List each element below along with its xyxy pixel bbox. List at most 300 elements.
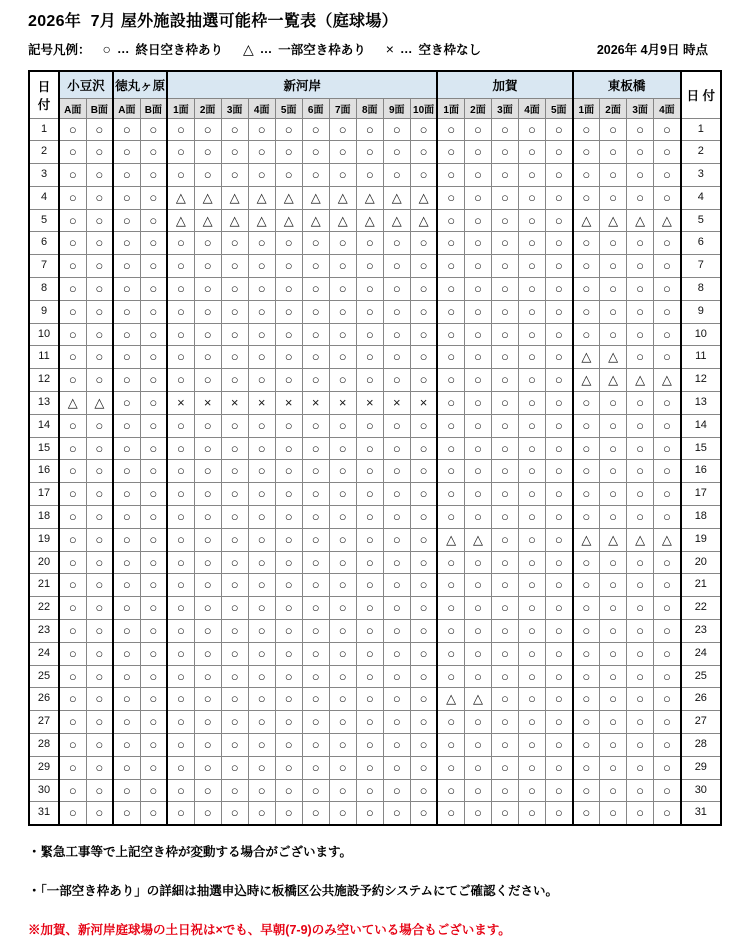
availability-cell: ○	[410, 437, 437, 460]
availability-cell: ○	[248, 300, 275, 323]
availability-cell: ○	[356, 551, 383, 574]
availability-cell: ○	[437, 642, 464, 665]
availability-cell: ○	[654, 186, 681, 209]
availability-cell: ○	[86, 711, 113, 734]
availability-cell: ×	[383, 392, 410, 415]
availability-cell: ○	[356, 346, 383, 369]
availability-cell: ○	[573, 278, 600, 301]
availability-cell: ○	[600, 392, 627, 415]
availability-cell: ○	[356, 483, 383, 506]
availability-cell: ○	[113, 369, 140, 392]
table-row	[29, 574, 721, 597]
availability-cell: ○	[356, 460, 383, 483]
availability-cell: ○	[491, 551, 518, 574]
availability-cell: ○	[221, 278, 248, 301]
availability-cell: ○	[545, 232, 572, 255]
date-cell: 6	[681, 232, 721, 255]
availability-cell: ○	[410, 346, 437, 369]
availability-cell: ○	[221, 642, 248, 665]
availability-cell: ○	[627, 620, 654, 643]
court-header: 3面	[221, 98, 248, 118]
availability-cell: ○	[356, 141, 383, 164]
availability-cell: ○	[113, 779, 140, 802]
availability-cell: ○	[627, 300, 654, 323]
availability-cell: △	[302, 209, 329, 232]
availability-cell: ○	[194, 414, 221, 437]
availability-cell: ○	[140, 756, 167, 779]
availability-cell: ○	[573, 118, 600, 141]
availability-cell: ○	[113, 164, 140, 187]
availability-cell: ○	[167, 278, 194, 301]
availability-cell: ○	[221, 597, 248, 620]
availability-cell: ○	[545, 597, 572, 620]
availability-cell: ○	[545, 164, 572, 187]
availability-cell: ○	[518, 711, 545, 734]
availability-cell: ○	[600, 551, 627, 574]
availability-cell: ○	[329, 414, 356, 437]
availability-cell: ○	[221, 323, 248, 346]
availability-cell: ○	[491, 164, 518, 187]
availability-cell: ○	[383, 802, 410, 825]
availability-cell: ○	[140, 551, 167, 574]
availability-cell: ○	[654, 437, 681, 460]
availability-cell: ○	[302, 369, 329, 392]
availability-cell: ○	[59, 118, 86, 141]
availability-cell: ○	[221, 369, 248, 392]
availability-cell: △	[627, 209, 654, 232]
table-row	[29, 232, 721, 255]
availability-cell: ○	[113, 232, 140, 255]
availability-cell: ○	[545, 574, 572, 597]
date-cell: 3	[29, 164, 59, 187]
availability-cell: ○	[410, 574, 437, 597]
availability-cell: ○	[194, 620, 221, 643]
date-cell: 1	[29, 118, 59, 141]
table-row	[29, 756, 721, 779]
availability-cell: ○	[113, 323, 140, 346]
availability-cell: ○	[410, 278, 437, 301]
availability-cell: ○	[464, 118, 491, 141]
court-header: 4面	[518, 98, 545, 118]
availability-cell: ○	[194, 437, 221, 460]
availability-cell: ○	[464, 483, 491, 506]
availability-cell: ○	[654, 665, 681, 688]
availability-cell: ○	[518, 734, 545, 757]
availability-cell: ○	[518, 346, 545, 369]
availability-cell: ○	[383, 756, 410, 779]
table-row	[29, 688, 721, 711]
date-cell: 4	[681, 186, 721, 209]
availability-cell: ○	[518, 141, 545, 164]
availability-cell: ○	[464, 255, 491, 278]
availability-cell: ○	[410, 460, 437, 483]
availability-cell: ○	[600, 597, 627, 620]
availability-cell: ○	[167, 369, 194, 392]
availability-cell: ○	[140, 141, 167, 164]
availability-cell: ○	[518, 300, 545, 323]
availability-cell: ○	[221, 734, 248, 757]
availability-cell: ○	[113, 665, 140, 688]
availability-cell: ○	[302, 118, 329, 141]
availability-cell: ○	[194, 278, 221, 301]
date-cell: 17	[681, 483, 721, 506]
availability-cell: ○	[437, 551, 464, 574]
availability-cell: ○	[302, 300, 329, 323]
date-cell: 14	[29, 414, 59, 437]
availability-cell: ○	[383, 574, 410, 597]
court-header: 9面	[383, 98, 410, 118]
court-header: A面	[113, 98, 140, 118]
availability-cell: ○	[59, 186, 86, 209]
availability-cell: ○	[600, 278, 627, 301]
availability-cell: ○	[59, 255, 86, 278]
availability-cell: ○	[464, 232, 491, 255]
availability-cell: ○	[437, 711, 464, 734]
availability-cell: △	[86, 392, 113, 415]
availability-cell: ○	[518, 392, 545, 415]
availability-cell: ○	[248, 756, 275, 779]
availability-cell: ○	[248, 711, 275, 734]
availability-cell: ○	[545, 551, 572, 574]
availability-cell: ○	[302, 164, 329, 187]
availability-cell: ○	[464, 642, 491, 665]
availability-cell: ○	[627, 278, 654, 301]
availability-cell: ○	[654, 232, 681, 255]
availability-cell: ○	[654, 620, 681, 643]
availability-cell: ○	[329, 802, 356, 825]
availability-cell: ○	[275, 688, 302, 711]
availability-cell: ○	[86, 300, 113, 323]
availability-cell: ○	[140, 300, 167, 323]
availability-cell: ○	[329, 551, 356, 574]
availability-cell: ○	[437, 802, 464, 825]
availability-cell: △	[167, 209, 194, 232]
date-cell: 11	[681, 346, 721, 369]
availability-cell: ○	[113, 802, 140, 825]
date-cell: 13	[681, 392, 721, 415]
availability-cell: ○	[545, 300, 572, 323]
table-row	[29, 711, 721, 734]
availability-cell: △	[221, 209, 248, 232]
availability-cell: ○	[194, 711, 221, 734]
availability-cell: ○	[464, 141, 491, 164]
availability-cell: ○	[59, 346, 86, 369]
availability-cell: ○	[113, 437, 140, 460]
availability-cell: ○	[627, 665, 654, 688]
availability-cell: ○	[491, 665, 518, 688]
availability-cell: ○	[248, 414, 275, 437]
availability-cell: ○	[302, 597, 329, 620]
availability-cell: ○	[356, 369, 383, 392]
availability-cell: ○	[383, 506, 410, 529]
date-cell: 20	[681, 551, 721, 574]
availability-cell: ○	[302, 323, 329, 346]
date-cell: 25	[681, 665, 721, 688]
availability-cell: ○	[491, 346, 518, 369]
availability-cell: ○	[113, 278, 140, 301]
availability-cell: ○	[545, 460, 572, 483]
availability-cell: ○	[654, 141, 681, 164]
availability-cell: ○	[167, 164, 194, 187]
availability-cell: ○	[59, 620, 86, 643]
availability-cell: ○	[600, 642, 627, 665]
availability-cell: ○	[140, 528, 167, 551]
availability-cell: ○	[140, 414, 167, 437]
availability-cell: ○	[167, 483, 194, 506]
availability-cell: ○	[573, 323, 600, 346]
availability-cell: ○	[545, 437, 572, 460]
availability-cell: ○	[573, 255, 600, 278]
date-cell: 14	[681, 414, 721, 437]
availability-cell: ×	[410, 392, 437, 415]
availability-cell: ○	[59, 756, 86, 779]
date-cell: 8	[681, 278, 721, 301]
availability-cell: ○	[86, 164, 113, 187]
availability-cell: ○	[464, 346, 491, 369]
availability-cell: ○	[329, 483, 356, 506]
table-row	[29, 414, 721, 437]
availability-cell: ○	[410, 756, 437, 779]
availability-cell: ○	[167, 620, 194, 643]
availability-cell: ○	[275, 483, 302, 506]
availability-cell: ○	[275, 779, 302, 802]
availability-cell: ○	[275, 528, 302, 551]
availability-cell: ○	[545, 278, 572, 301]
availability-cell: ○	[383, 734, 410, 757]
availability-cell: ○	[356, 528, 383, 551]
table-row	[29, 255, 721, 278]
availability-cell: ○	[383, 711, 410, 734]
availability-cell: ○	[491, 688, 518, 711]
date-cell: 24	[681, 642, 721, 665]
availability-cell: ○	[194, 574, 221, 597]
availability-cell: ○	[140, 278, 167, 301]
availability-cell: ○	[545, 506, 572, 529]
availability-cell: △	[627, 369, 654, 392]
availability-cell: ○	[464, 164, 491, 187]
court-header: 8面	[356, 98, 383, 118]
availability-cell: ○	[383, 597, 410, 620]
availability-cell: ○	[356, 574, 383, 597]
availability-cell: ○	[275, 232, 302, 255]
availability-cell: ○	[86, 528, 113, 551]
availability-cell: ○	[59, 300, 86, 323]
availability-cell: ○	[573, 164, 600, 187]
availability-cell: ○	[86, 756, 113, 779]
availability-cell: ○	[221, 232, 248, 255]
availability-cell: ○	[491, 642, 518, 665]
availability-cell: ○	[383, 300, 410, 323]
date-cell: 30	[29, 779, 59, 802]
availability-cell: ○	[86, 551, 113, 574]
availability-cell: ○	[302, 528, 329, 551]
availability-cell: ○	[329, 118, 356, 141]
availability-cell: ○	[221, 118, 248, 141]
availability-cell: ○	[86, 574, 113, 597]
availability-cell: ○	[518, 369, 545, 392]
availability-cell: ○	[437, 437, 464, 460]
court-header: 1面	[167, 98, 194, 118]
availability-cell: ○	[86, 642, 113, 665]
availability-cell: ○	[59, 460, 86, 483]
availability-cell: ○	[275, 278, 302, 301]
notes	[28, 842, 722, 938]
availability-cell: ○	[627, 642, 654, 665]
table-row	[29, 209, 721, 232]
availability-cell: ○	[627, 483, 654, 506]
availability-cell: ○	[329, 506, 356, 529]
availability-cell: ○	[275, 300, 302, 323]
availability-cell: ○	[627, 141, 654, 164]
availability-cell: ○	[194, 232, 221, 255]
availability-cell: ○	[383, 278, 410, 301]
availability-cell: ○	[113, 414, 140, 437]
availability-cell: ○	[167, 460, 194, 483]
availability-cell: ○	[194, 506, 221, 529]
availability-cell: ○	[194, 346, 221, 369]
availability-cell: ○	[383, 141, 410, 164]
availability-cell: ○	[248, 779, 275, 802]
availability-cell: ○	[275, 164, 302, 187]
court-header: 10面	[410, 98, 437, 118]
availability-cell: ○	[437, 255, 464, 278]
availability-cell: ○	[600, 323, 627, 346]
availability-cell: ○	[140, 346, 167, 369]
availability-cell: ○	[329, 460, 356, 483]
availability-cell: ○	[437, 734, 464, 757]
availability-cell: ○	[654, 574, 681, 597]
date-cell: 28	[681, 734, 721, 757]
availability-cell: ○	[140, 711, 167, 734]
availability-cell: ○	[248, 232, 275, 255]
table-row	[29, 779, 721, 802]
availability-cell: △	[573, 369, 600, 392]
availability-cell: ○	[491, 369, 518, 392]
availability-cell: ○	[627, 506, 654, 529]
availability-cell: ○	[600, 186, 627, 209]
availability-cell: ○	[221, 460, 248, 483]
court-header: 1面	[573, 98, 600, 118]
availability-cell: △	[437, 688, 464, 711]
date-cell: 7	[29, 255, 59, 278]
availability-cell: ○	[573, 802, 600, 825]
availability-cell: △	[654, 209, 681, 232]
availability-cell: ○	[410, 688, 437, 711]
availability-cell: ○	[464, 414, 491, 437]
availability-cell: ○	[410, 620, 437, 643]
table-row	[29, 506, 721, 529]
availability-cell: ○	[545, 369, 572, 392]
date-header-right: 日 付	[681, 71, 721, 118]
availability-cell: ○	[518, 209, 545, 232]
availability-cell: ○	[248, 665, 275, 688]
availability-cell: ○	[140, 665, 167, 688]
availability-cell: ○	[627, 346, 654, 369]
availability-cell: ○	[464, 551, 491, 574]
availability-cell: ○	[383, 642, 410, 665]
availability-cell: ○	[329, 642, 356, 665]
table-row	[29, 346, 721, 369]
availability-cell: ○	[221, 665, 248, 688]
availability-cell: ○	[275, 756, 302, 779]
availability-cell: ○	[654, 779, 681, 802]
availability-cell: ○	[410, 369, 437, 392]
availability-cell: ○	[248, 574, 275, 597]
availability-cell: ○	[194, 756, 221, 779]
availability-cell: ○	[437, 460, 464, 483]
availability-cell: ○	[654, 278, 681, 301]
availability-cell: ○	[221, 688, 248, 711]
availability-cell: △	[275, 186, 302, 209]
date-cell: 12	[681, 369, 721, 392]
availability-cell: ○	[167, 528, 194, 551]
availability-cell: ○	[167, 232, 194, 255]
availability-cell: ○	[86, 232, 113, 255]
court-header: 2面	[194, 98, 221, 118]
availability-cell: ○	[329, 620, 356, 643]
availability-cell: ○	[302, 802, 329, 825]
legend	[28, 40, 722, 58]
date-cell: 5	[681, 209, 721, 232]
availability-cell: ○	[410, 255, 437, 278]
availability-cell: ○	[221, 779, 248, 802]
availability-cell: ○	[573, 597, 600, 620]
table-row	[29, 802, 721, 825]
table-row	[29, 278, 721, 301]
facility-group-header: 新河岸	[167, 71, 437, 98]
availability-cell: ○	[600, 460, 627, 483]
availability-cell: ○	[600, 483, 627, 506]
availability-cell: ○	[491, 483, 518, 506]
table-row	[29, 164, 721, 187]
availability-cell: ○	[248, 802, 275, 825]
availability-cell: ○	[600, 711, 627, 734]
availability-cell: ○	[356, 255, 383, 278]
availability-cell: ○	[302, 551, 329, 574]
date-cell: 27	[29, 711, 59, 734]
availability-cell: ○	[113, 186, 140, 209]
availability-cell: ○	[383, 164, 410, 187]
availability-cell: ○	[518, 688, 545, 711]
availability-cell: ○	[86, 209, 113, 232]
availability-cell: ○	[573, 711, 600, 734]
availability-cell: ○	[248, 118, 275, 141]
availability-cell: ○	[302, 232, 329, 255]
availability-cell: ○	[545, 209, 572, 232]
availability-cell: ○	[86, 141, 113, 164]
availability-cell: ○	[59, 597, 86, 620]
availability-cell: ○	[410, 711, 437, 734]
availability-cell: ○	[329, 255, 356, 278]
availability-cell: ○	[437, 756, 464, 779]
availability-cell: ○	[545, 642, 572, 665]
availability-cell: ○	[59, 642, 86, 665]
court-header: 4面	[654, 98, 681, 118]
availability-cell: ○	[221, 756, 248, 779]
availability-cell: ○	[302, 665, 329, 688]
availability-cell: ○	[383, 255, 410, 278]
availability-cell: ○	[356, 118, 383, 141]
availability-cell: ○	[464, 756, 491, 779]
availability-cell: ○	[221, 711, 248, 734]
availability-cell: ○	[627, 711, 654, 734]
availability-cell: ○	[221, 802, 248, 825]
availability-cell: ○	[86, 802, 113, 825]
note-early-morning-warning: ※加賀、新河岸庭球場の土日祝は×でも、早朝(7-9)のみ空いている場合もございます。	[28, 923, 511, 938]
availability-cell: ○	[518, 118, 545, 141]
availability-cell: ○	[167, 437, 194, 460]
circle-symbol: ○	[102, 41, 111, 57]
